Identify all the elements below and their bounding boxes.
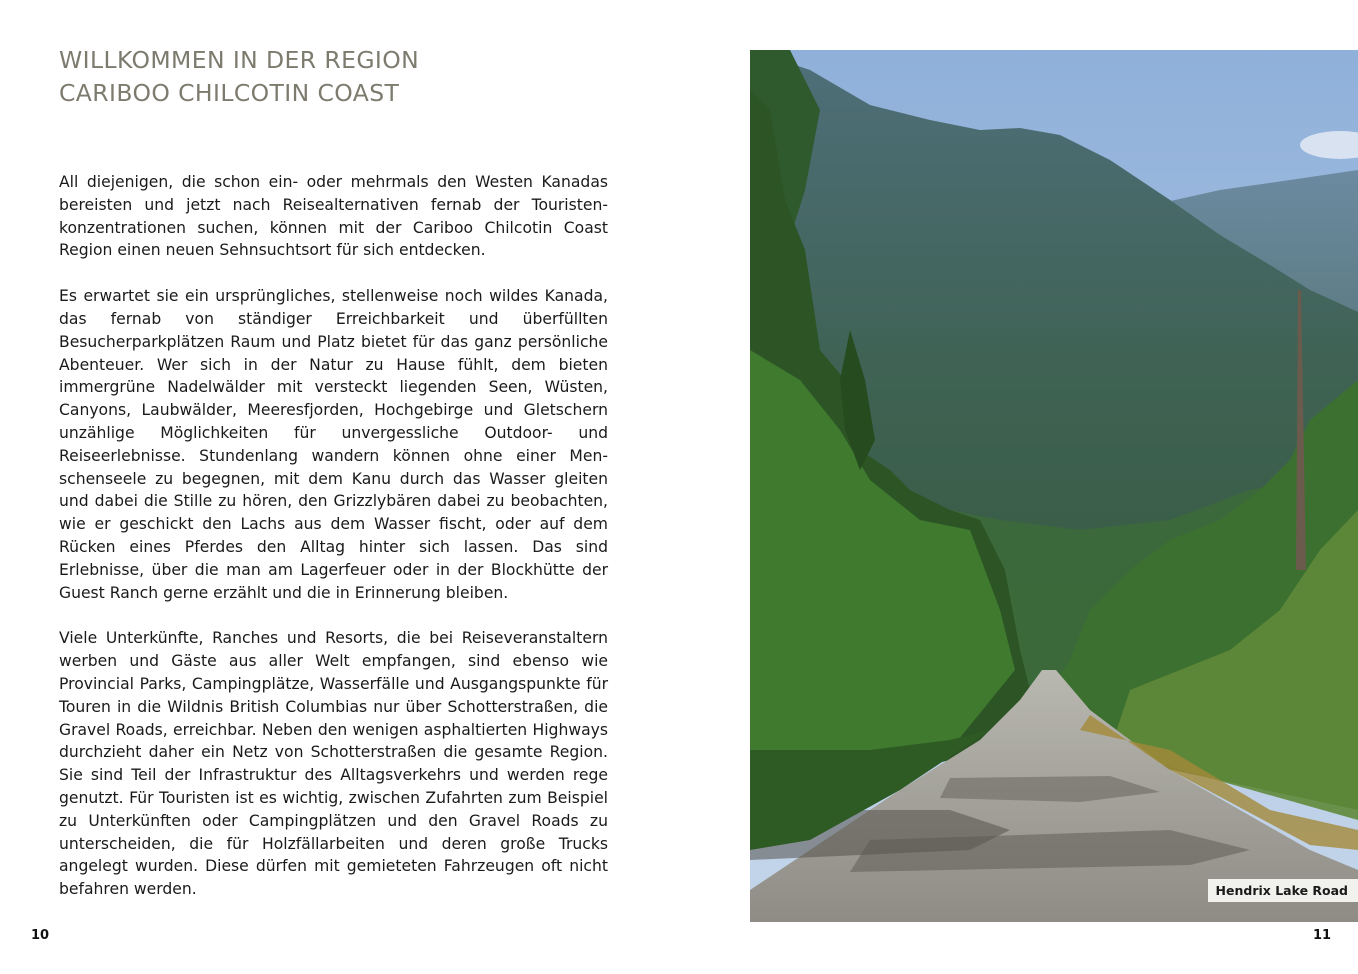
page-heading [59,44,419,110]
heading-line-1: WILLKOMMEN IN DER REGION [59,46,420,74]
page-number-left: 10 [31,928,50,943]
body-text [59,171,608,924]
photo-caption: Hendrix Lake Road [1208,879,1358,902]
paragraph-1: All diejenigen, die schon ein- oder mehrmals den Westen Kanadas bereisten und jetzt nach Reisealternativen fernab der Touristenkonzentrationen suchen, können mit der Cariboo Chilcotin Coast Region einen neuen Sehnsuchtsort für sich entdecken. [59,173,608,260]
right-page [679,0,1358,974]
heading-line-2: CARIBOO CHILCOTIN COAST [59,79,400,107]
road-photo-illustration [750,50,1358,922]
paragraph-3: Viele Unterkünfte, Ranches und Resorts, die bei Reiseveranstaltern werben und Gäste aus aller Welt empfangen, sind ebenso wie Provincial Parks, Campingplätze, Wasserfälle und Ausgangspunkte für Touren in die Wildnis British Columbias nur über Schotterstraßen, die Gravel Roads, erreichbar. Neben den wenigen asphaltierten Highways durchzieht daher ein Netz von Schotterstraßen die gesamte Region. Sie sind Teil der Infrastruktur des Alltagsverkehrs und werden rege genutzt. Für Touristen ist es wichtig, zwischen Zufahrten zum Beispiel zu Unterkünften oder Campingplätzen und den Gravel Roads zu unterscheiden, die für Holzfällarbeiten und deren große Trucks angelegt wurden. Diese dürfen mit gemieteten Fahrzeugen oft nicht befahren werden. [59,629,608,899]
paragraph-2: Es erwartet sie ein ursprüngliches, stellenweise noch wildes Kanada, das fernab von ständiger Erreichbarkeit und überfüllten Besucherparkplätzen Raum und Platz bietet für das ganz persönliche Abenteuer. Wer sich in der Natur zu Hause fühlt, dem bieten immergrüne Nadelwälder mit versteckt liegenden Seen, Wüsten, Canyons, Laubwälder, Meeresfjorden, Hochgebirge und Gletschern unzählige Möglichkeiten für unvergessliche Outdoor- und Reiseerlebnisse. Stundenlang wandern können ohne einer Menschenseele zu begegnen, mit dem Kanu durch das Wasser gleiten und dabei die Stille zu hören, den Grizzlybären dabei zu beobachten, wie er geschickt den Lachs aus dem Wasser fischt, oder auf dem Rücken eines Pferdes den Alltag hinter sich lassen. Das sind Erlebnisse, über die man am Lagerfeuer oder in der Blockhütte der Guest Ranch gerne erzählt und die in Erinnerung bleiben. [59,287,608,602]
page-number-right: 11 [1313,928,1332,943]
road-photo [750,50,1358,922]
